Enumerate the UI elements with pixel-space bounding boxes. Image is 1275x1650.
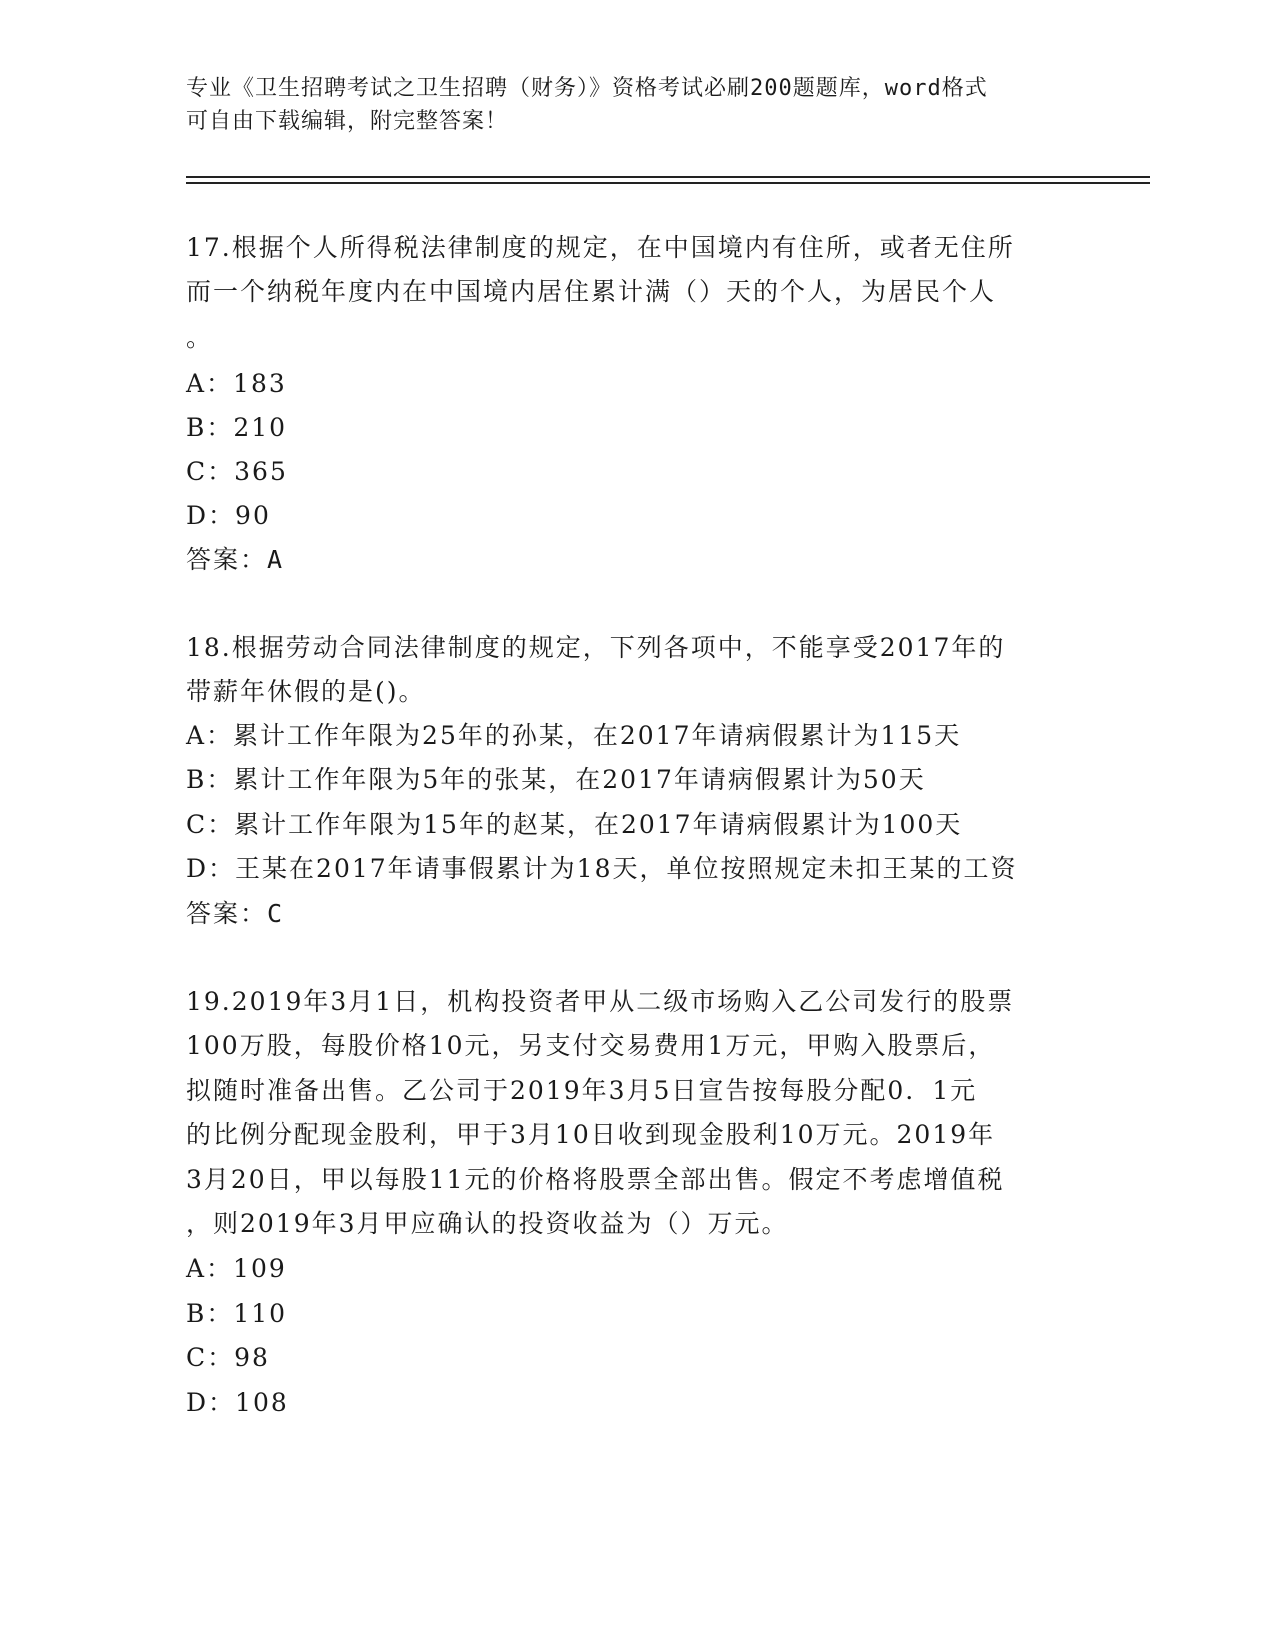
question-18-option-b: B：累计工作年限为5年的张某，在2017年请病假累计为50天 (186, 765, 926, 794)
question-19-line-5: 3月20日，甲以每股11元的价格将股票全部出售。假定不考虑增值税 (186, 1165, 1005, 1194)
question-18-line-2: 带薪年休假的是()。 (186, 677, 426, 706)
question-17-line-1: 17.根据个人所得税法律制度的规定，在中国境内有住所，或者无住所 (186, 233, 1015, 262)
question-18-answer: 答案：C (186, 899, 285, 928)
question-18-option-c: C：累计工作年限为15年的赵某，在2017年请病假累计为100天 (186, 810, 963, 839)
question-17-line-2: 而一个纳税年度内在中国境内居住累计满（）天的个人，为居民个人 (186, 277, 997, 306)
document-header: 专业《卫生招聘考试之卫生招聘（财务）》资格考试必刷200题题库，word格式 可自由下载编辑，附完整答案！ (186, 76, 988, 134)
question-17-answer: 答案：A (186, 545, 285, 574)
question-19-option-c: C：98 (186, 1343, 270, 1372)
question-19-line-4: 的比例分配现金股利，甲于3月10日收到现金股利10万元。2019年 (186, 1120, 996, 1149)
question-19-line-3: 拟随时准备出售。乙公司于2019年3月5日宣告按每股分配0．1元 (186, 1076, 978, 1105)
header-divider-top (186, 176, 1150, 178)
question-19-option-a: A：109 (186, 1254, 287, 1283)
question-19-line-1: 19.2019年3月1日，机构投资者甲从二级市场购入乙公司发行的股票 (186, 987, 1015, 1016)
question-19-line-6: ，则2019年3月甲应确认的投资收益为（）万元。 (186, 1209, 789, 1238)
question-17-option-a: A：183 (186, 369, 287, 398)
question-17-option-d: D：90 (186, 501, 271, 530)
question-19-line-2: 100万股，每股价格10元，另支付交易费用1万元，甲购入股票后， (186, 1031, 996, 1060)
question-19-option-d: D：108 (186, 1388, 289, 1417)
question-18-option-d: D：王某在2017年请事假累计为18天，单位按照规定未扣王某的工资 (186, 854, 1018, 883)
question-17-line-3: 。 (186, 323, 214, 352)
question-18-option-a: A：累计工作年限为25年的孙某，在2017年请病假累计为115天 (186, 721, 962, 750)
question-19-option-b: B：110 (186, 1299, 288, 1328)
question-18-line-1: 18.根据劳动合同法律制度的规定，下列各项中，不能享受2017年的 (186, 633, 1006, 662)
question-17-option-b: B：210 (186, 413, 288, 442)
header-divider-bottom (186, 182, 1150, 184)
question-17-option-c: C：365 (186, 457, 288, 486)
